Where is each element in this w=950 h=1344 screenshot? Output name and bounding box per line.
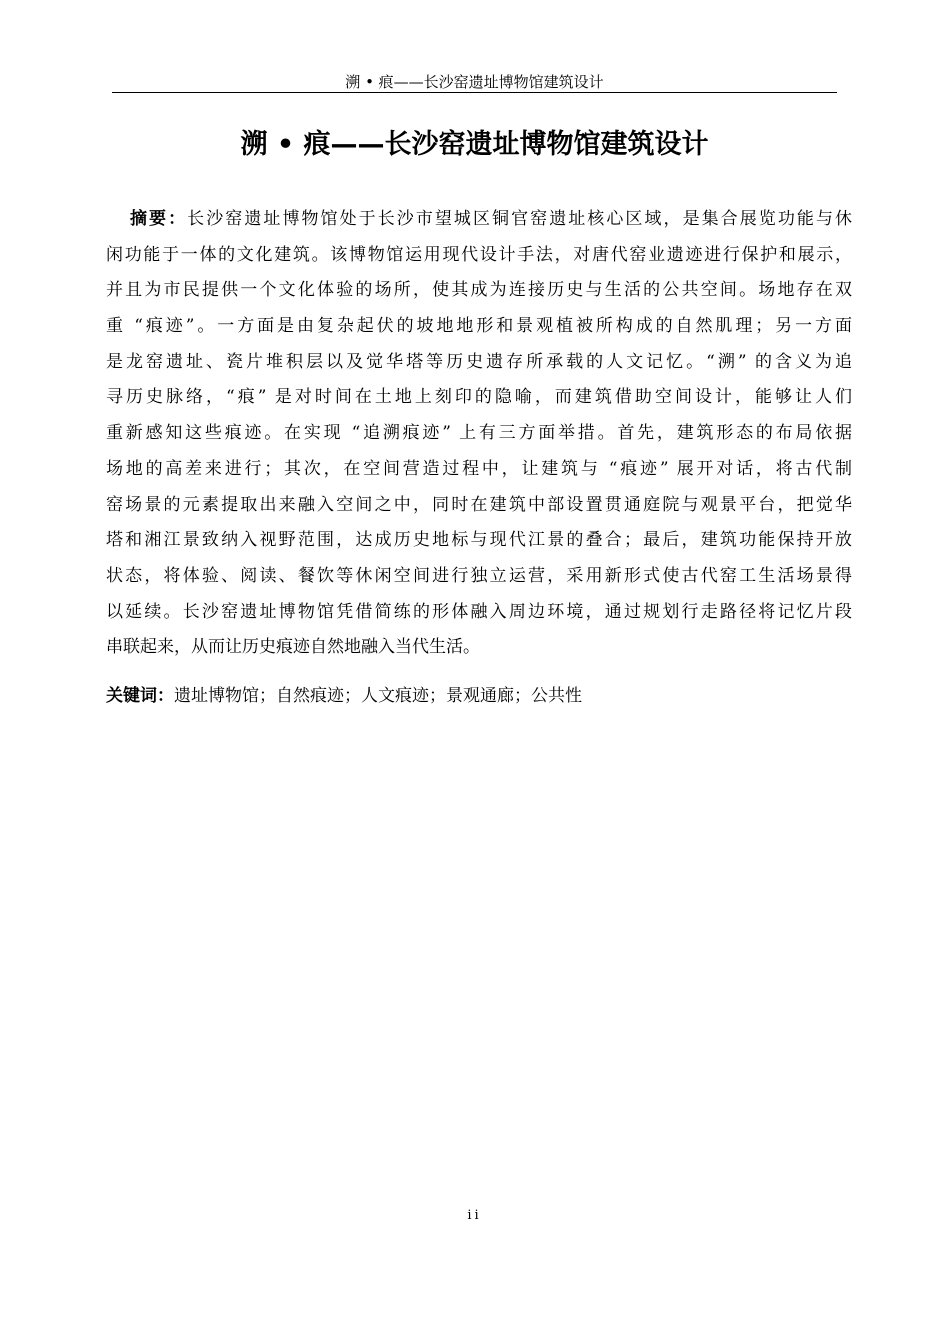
- header-rule: [112, 92, 837, 93]
- abstract-line: 是龙窑遗址、瓷片堆积层以及觉华塔等历史遗存所承载的人文记忆。“溯” 的含义为追: [106, 351, 852, 372]
- keywords: [106, 678, 852, 714]
- abstract-line: [106, 202, 852, 238]
- abstract-line: 塔和湘江景致纳入视野范围，达成历史地标与现代江景的叠合；最后，建筑功能保持开放: [106, 530, 852, 551]
- abstract: [106, 202, 852, 666]
- document-title: 溯 • 痕——长沙窑遗址博物馆建筑设计: [240, 129, 709, 160]
- running-header: 溯 • 痕——长沙窑遗址博物馆建筑设计: [345, 73, 604, 91]
- abstract-line: 窑场景的元素提取出来融入空间之中，同时在建筑中部设置贯通庭院与观景平台，把觉华: [106, 494, 852, 515]
- abstract-line: 以延续。长沙窑遗址博物馆凭借简练的形体融入周边环境，通过规划行走路径将记忆片段: [106, 601, 852, 622]
- abstract-line: 重新感知这些痕迹。在实现 “追溯痕迹” 上有三方面举措。首先，建筑形态的布局依据: [106, 423, 852, 444]
- abstract-line-text: 长沙窑遗址博物馆处于长沙市望城区铜官窑遗址核心区域，是集合展览功能与休: [187, 209, 853, 229]
- abstract-line: 状态，将体验、阅读、餐饮等休闲空间进行独立运营，采用新形式使古代窑工生活场景得: [106, 565, 852, 586]
- abstract-line: 闲功能于一体的文化建筑。该博物馆运用现代设计手法，对唐代窑业遗迹进行保护和展示，: [106, 244, 852, 265]
- abstract-line: 串联起来，从而让历史痕迹自然地融入当代生活。: [106, 637, 480, 658]
- abstract-line: 重 “痕迹”。一方面是由复杂起伏的坡地地形和景观植被所构成的自然肌理；另一方面: [106, 316, 852, 337]
- abstract-label: 摘要：: [130, 209, 188, 229]
- keywords-text: 遗址博物馆；自然痕迹；人文痕迹；景观通廊；公共性: [174, 686, 582, 706]
- abstract-line: 寻历史脉络，“痕” 是对时间在土地上刻印的隐喻，而建筑借助空间设计，能够让人们: [106, 387, 852, 408]
- keywords-label: 关键词：: [106, 686, 174, 706]
- page-number: ii: [467, 1208, 482, 1223]
- abstract-line: 并且为市民提供一个文化体验的场所，使其成为连接历史与生活的公共空间。场地存在双: [106, 280, 852, 301]
- abstract-line: 场地的高差来进行；其次，在空间营造过程中，让建筑与 “痕迹” 展开对话，将古代制: [106, 458, 852, 479]
